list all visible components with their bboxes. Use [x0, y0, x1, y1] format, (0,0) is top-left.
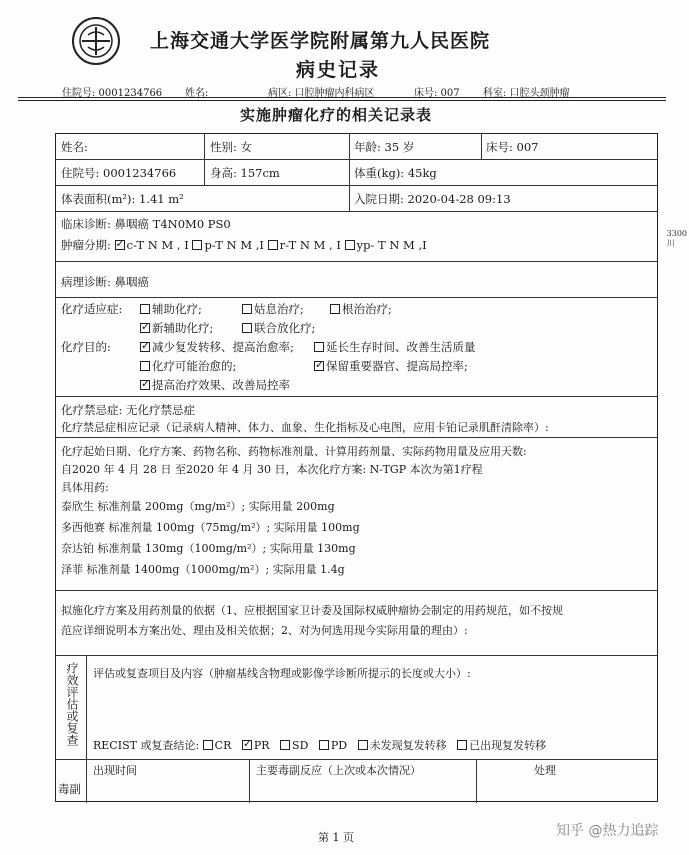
staging-r-checkbox[interactable] — [268, 240, 278, 250]
goal-extend-survival: 延长生存时间、改善生活质量 — [314, 340, 476, 354]
contraindication-record: 化疗禁忌症相应记录（记录病人精神、体力、血象、生化指标及心电图，应用卡铂记录肌酐清除率）: — [61, 421, 549, 434]
staging-yp-label: yp- T N M ,I — [356, 238, 427, 252]
drug-row: 泽菲 标准剂量 1400mg（1000mg/m²）; 实际用量 1.4g — [61, 563, 345, 576]
combined-checkbox[interactable] — [242, 323, 252, 333]
efficacy-items: 评估或复查项目及内容（肿瘤基线含物理或影像学诊断所提示的长度或大小）: — [93, 667, 471, 680]
cr-checkbox[interactable] — [203, 740, 213, 750]
recist-row: RECIST 或复查结论: CR ✓ PR SD PD 未发现复发转移 已出现复发转移 — [93, 739, 546, 753]
pd-checkbox[interactable] — [319, 740, 329, 750]
drug-row: 泰欣生 标准剂量 200mg（mg/m²）; 实际用量 200mg — [61, 500, 335, 513]
bed-label: 床号: 007 — [414, 88, 460, 99]
header-divider — [18, 97, 666, 98]
toxicity-side-label: 毒副 — [58, 782, 81, 796]
basis-line-1: 拟施化疗方案及用药剂量的依据（1、应根据国家卫计委及国际权威肿瘤协会制定的用药规范，如不按规 — [61, 604, 563, 617]
goal4-checkbox[interactable] — [314, 361, 324, 371]
toxicity-treatment-header: 处理 — [534, 764, 556, 777]
department-label: 科室: 口腔头颈肿瘤 — [483, 88, 570, 99]
margin-note: 3300 川 — [666, 229, 687, 248]
contraindication: 化疗禁忌症: 无化疗禁忌症 — [61, 403, 196, 417]
efficacy-side-label: 疗效评估或复查 — [65, 662, 79, 746]
sd-checkbox[interactable] — [280, 740, 290, 750]
goal-improve-effect: ✓提高治疗效果、改善局控率 — [140, 378, 290, 392]
adjuvant-checkbox[interactable] — [140, 304, 150, 314]
pathology-diagnosis: 病理诊断: 鼻咽癌 — [61, 275, 150, 289]
bsa-field: 体表面积(m²): 1.41 m² — [61, 192, 184, 206]
tumor-staging — [61, 238, 427, 252]
indication-combined: 联合放化疗; — [242, 321, 315, 335]
ward-label: 病区: 口腔肿瘤内科病区 — [268, 88, 375, 99]
indication-palliative: 姑息治疗; — [242, 302, 304, 316]
drug-row: 多西他赛 标准剂量 100mg（75mg/m²）; 实际用量 100mg — [61, 521, 360, 534]
staging-c-label: c-T N M , I — [126, 238, 189, 252]
gender-field: 性别: 女 — [210, 140, 253, 154]
no-recurrence-checkbox[interactable] — [358, 740, 368, 750]
drugs-label: 具体用药: — [61, 481, 109, 494]
hospital-logo-icon — [72, 17, 120, 65]
hospital-name: 上海交通大学医学院附属第九人民医院 — [150, 30, 491, 52]
page-number: 第 1 页 — [318, 831, 354, 844]
goal5-checkbox[interactable] — [140, 380, 150, 390]
admission-number: 住院号: 0001234766 — [62, 88, 163, 99]
admission-number-field: 住院号: 0001234766 — [61, 166, 177, 180]
indication-radical: 根治治疗; — [330, 302, 392, 316]
goal1-checkbox[interactable] — [140, 342, 150, 352]
goal3-checkbox[interactable] — [140, 361, 150, 371]
weight-field: 体重(kg): 45kg — [354, 166, 437, 180]
goal-preserve-organs: ✓ 保留重要器官、提高局控率; — [314, 359, 468, 373]
basis-line-2: 范应详细说明本方案出处、理由及相关依据；2、对为何选用现今实际用量的理由）: — [61, 624, 468, 637]
recurrence-checkbox[interactable] — [457, 740, 467, 750]
regimen-intro: 化疗起始日期、化疗方案、药物名称、药物标准剂量、计算用药剂量、实际药物用量及应用天数: — [61, 445, 527, 458]
clinical-diagnosis: 临床诊断: 鼻咽癌 T4N0M0 PS0 — [61, 217, 231, 231]
toxicity-time-header: 出现时间 — [93, 764, 137, 777]
staging-p-checkbox[interactable] — [192, 240, 202, 250]
patient-name-label: 姓名: — [185, 88, 209, 99]
header-divider-second — [18, 100, 666, 101]
regimen-period: 自2020 年 4 月 28 日 至2020 年 4 月 30 日，本次化疗方案: N-TGP 本次为第1疗程 — [61, 463, 483, 476]
pr-checkbox[interactable] — [242, 740, 252, 750]
record-title: 病史记录 — [296, 59, 381, 81]
form-title: 实施肿瘤化疗的相关记录表 — [240, 106, 433, 124]
goals-label: 化疗目的: — [61, 340, 111, 354]
goal-reduce-recurrence: ✓ 减少复发转移、提高治愈率; — [140, 340, 294, 354]
indication-neoadjuvant: ✓新辅助化疗; — [140, 321, 213, 335]
indication-label: 化疗适应症: — [61, 302, 123, 316]
indication-adjuvant: 辅助化疗; — [140, 302, 202, 316]
watermark: 知乎 @热力追踪 — [556, 823, 659, 839]
chemo-record-table — [55, 133, 658, 802]
toxicity-reaction-header: 主要毒副反应（上次或本次情况） — [256, 764, 421, 777]
radical-checkbox[interactable] — [330, 304, 340, 314]
staging-c-checkbox[interactable] — [115, 240, 125, 250]
palliative-checkbox[interactable] — [242, 304, 252, 314]
staging-yp-checkbox[interactable] — [345, 240, 355, 250]
staging-r-label: r-T N M , I — [279, 238, 341, 252]
bed-field: 床号: 007 — [486, 140, 539, 154]
neoadjuvant-checkbox[interactable] — [140, 323, 150, 333]
goal-curable: 化疗可能治愈的; — [140, 359, 236, 373]
staging-p-label: p-T N M ,I — [204, 238, 264, 252]
age-field: 年龄: 35 岁 — [354, 140, 415, 154]
goal2-checkbox[interactable] — [314, 342, 324, 352]
drug-row: 奈达铂 标准剂量 130mg（100mg/m²）; 实际用量 130mg — [61, 542, 356, 555]
staging-label: 肿瘤分期: — [61, 238, 111, 252]
patient-name-field: 姓名: — [61, 140, 88, 154]
admission-date-field: 入院日期: 2020-04-28 09:13 — [354, 192, 511, 206]
recist-label: RECIST 或复查结论: — [93, 739, 200, 752]
height-field: 身高: 157cm — [210, 166, 280, 180]
